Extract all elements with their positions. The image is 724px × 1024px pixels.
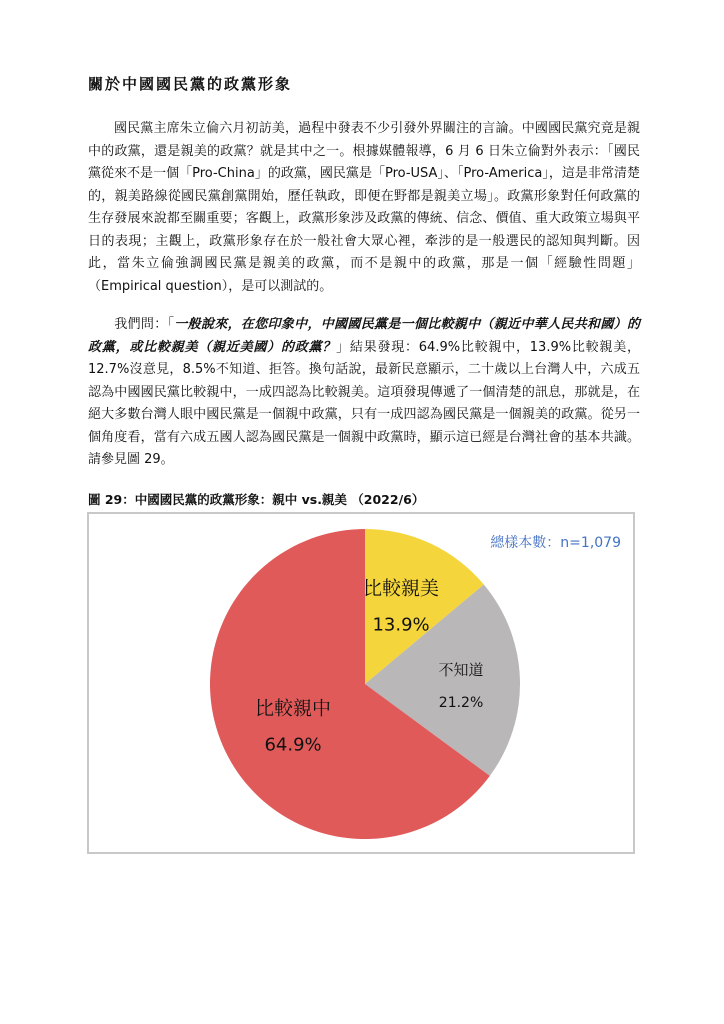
slice-label-1: 比較親美 <box>363 577 440 600</box>
pie-chart-frame <box>87 512 635 854</box>
slice-value-2: 21.2% <box>438 694 484 711</box>
pie-chart <box>89 514 633 852</box>
paragraph-intro: 國民黨主席朱立倫六月初訪美，過程中發表不少引發外界關注的言論。中國國民黨究竟是親中的政黨，還是親美的政黨？就是其中之一。根據媒體報導，6 月 6 日朱立倫對外表示：「國民黨從來不是一個「Pro-China」的政黨，國民黨是「Pro-USA」、「Pro-America」，這是非常清楚的，親美路線從國民黨創黨開始，歷任執政，即便在野都是親美立場」。政黨形象對任何政黨的生存發展來說都至關重要；客觀上，政黨形象涉及政黨的傳統、信念、價值、重大政策立場與平日的表現；主觀上，政黨形象存在於一般社會大眾心裡，牽涉的是一般選民的認知與判斷。因此，當朱立倫強調國民黨是親美的政黨，而不是親中的政黨，那是一個「經驗性問題」（Empirical question），是可以測試的。 <box>88 121 640 294</box>
sample-size-note: 總樣本數：n=1,079 <box>490 535 621 551</box>
paragraph-findings <box>88 314 640 472</box>
page-heading: 關於中國國民黨的政黨形象 <box>88 75 293 93</box>
findings-lead: 我們問：「 <box>114 317 175 332</box>
figure-caption: 圖 29：中國國民黨的政黨形象：親中 vs.親美 （2022/6） <box>88 492 425 507</box>
findings-text: 」結果發現：64.9%比較親中，13.9%比較親美，12.7%沒意見，8.5%不知道、拒答。換句話說，最新民意顯示，二十歲以上台灣人中，六成五認為中國國民黨比較親中，一成四認為比較親美。這項發現傳遞了一個清楚的訊息，那就是，在絕大多數台灣人眼中國民黨是一個親中政黨，只有一成四認為國民黨是一個親美的政黨。從另一個角度看，當有六成五國人認為國民黨是一個親中政黨時，顯示這已經是台灣社會的基本共識。請參見圖 29。 <box>88 339 640 467</box>
slice-label-2: 不知道 <box>438 660 484 679</box>
survey-question: 一般說來，在您印象中，中國國民黨是一個比較親中（親近中華人民共和國）的政黨，或比較親美（親近美國）的政黨？ <box>88 317 640 355</box>
slice-label-3: 比較親中 <box>255 697 332 720</box>
slice-value-1: 13.9% <box>372 614 430 636</box>
slice-value-3: 64.9% <box>264 734 322 756</box>
